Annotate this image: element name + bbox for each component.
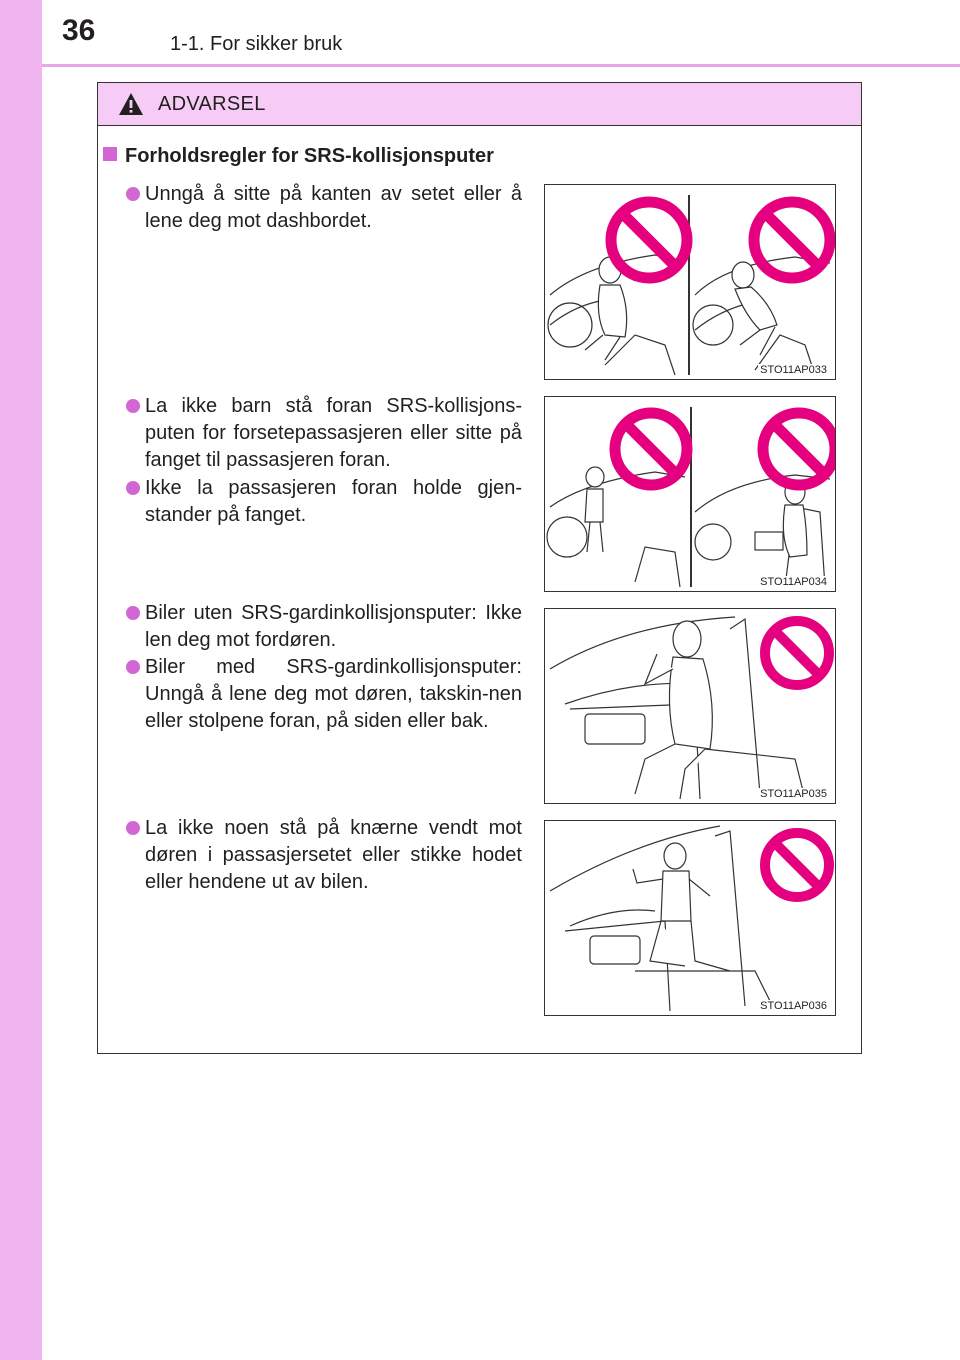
section-title: 1-1. For sikker bruk	[170, 33, 343, 55]
prohibition-icon	[611, 202, 687, 278]
warning-triangle-icon	[118, 92, 144, 116]
illustration-sitting-edge	[544, 184, 836, 380]
square-bullet-icon	[103, 147, 117, 161]
header-rule	[42, 64, 960, 67]
bullet-item: La ikke barn stå foran SRS-kollisjons-puten for forsetepassasjeren eller sitte på fanget til passasjeren foran.	[126, 393, 522, 474]
prohibition-icon	[615, 413, 687, 485]
warning-label: ADVARSEL	[158, 93, 266, 115]
bullet-item: La ikke noen stå på knærne vendt mot døren i passasjersetet eller stikke hodet eller hendene ut av bilen.	[126, 815, 522, 896]
figure-code: STO11AP035	[760, 788, 827, 800]
bullet-item: Ikke la passasjeren foran holde gjen-stander på fanget.	[126, 475, 522, 529]
illustration-child-passenger	[544, 396, 836, 592]
round-bullet-icon	[126, 481, 140, 495]
illustration-kneeling-seat	[544, 820, 836, 1016]
bullet-item: Unngå å sitte på kanten av setet eller å lene deg mot dashbordet.	[126, 181, 522, 235]
prohibition-icon	[763, 413, 835, 485]
figure-code: STO11AP034	[760, 576, 827, 588]
subheading	[103, 145, 494, 168]
subheading-text: Forholdsregler for SRS-kollisjonsputer	[125, 145, 494, 167]
illustration-leaning-door	[544, 608, 836, 804]
round-bullet-icon	[126, 399, 140, 413]
chapter-side-bar	[0, 0, 42, 1360]
prohibition-icon	[765, 833, 829, 897]
warning-header	[98, 83, 861, 126]
round-bullet-icon	[126, 606, 140, 620]
prohibition-icon	[765, 621, 829, 685]
round-bullet-icon	[126, 187, 140, 201]
round-bullet-icon	[126, 660, 140, 674]
bullet-item: Biler med SRS-gardinkollisjonsputer: Unngå å lene deg mot døren, takskin-nen eller stolpene foran, på siden eller bak.	[126, 654, 522, 735]
round-bullet-icon	[126, 821, 140, 835]
figure-code: STO11AP033	[760, 364, 827, 376]
figure-code: STO11AP036	[760, 1000, 827, 1012]
prohibition-icon	[754, 202, 830, 278]
bullet-item: Biler uten SRS-gardinkollisjonsputer: Ikke len deg mot fordøren.	[126, 600, 522, 654]
page-number: 36	[62, 14, 96, 47]
